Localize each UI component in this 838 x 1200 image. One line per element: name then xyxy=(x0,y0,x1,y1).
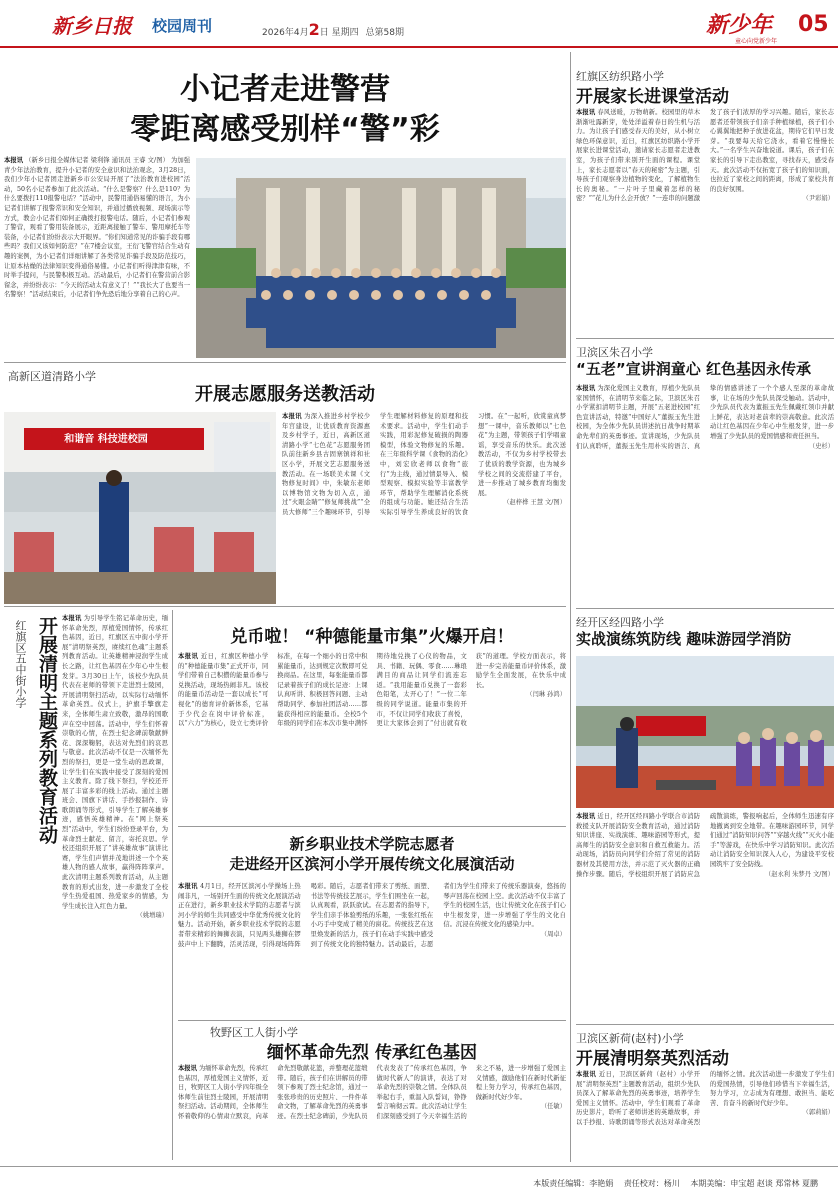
section-label: 校园周刊 xyxy=(152,17,213,35)
lead-title xyxy=(0,70,570,150)
fire-title: 实战演练筑防线 趣味游园学消防 xyxy=(576,630,792,648)
martyrs-title: 缅怀革命先烈 传承红色基因 xyxy=(267,1043,477,1063)
binhe-lead-label: 本报讯 xyxy=(576,1071,597,1078)
volunteer-byline: （赵梓桦 王慧 文/图） xyxy=(503,499,566,507)
divider-lead xyxy=(4,362,566,363)
page-number: 05 xyxy=(798,12,829,37)
wuhao-lead-label: 本报讯 xyxy=(576,385,596,392)
vocational-title xyxy=(178,834,566,874)
divider-parents xyxy=(576,338,834,339)
vocational-title-line1: 新乡职业技术学院志愿者 xyxy=(289,835,455,853)
lead-title-line2: 零距离感受别样“警”彩 xyxy=(130,112,440,147)
binhe-byline: （郭莉娟） xyxy=(802,1109,834,1117)
martyrs-body xyxy=(178,1064,566,1160)
vocational-title-line2: 走进经开区滨河小学开展传统文化展演活动 xyxy=(229,855,515,873)
column-divider xyxy=(570,52,571,1162)
header-rule xyxy=(0,46,838,48)
fire-body xyxy=(576,812,834,1020)
wuhao-kicker: 卫滨区朱召小学 xyxy=(576,346,653,359)
column-logo: 新少年 xyxy=(706,12,773,38)
volunteer-title: 开展志愿服务送教活动 xyxy=(195,384,375,405)
martyrs-kicker: 牧野区工人街小学 xyxy=(210,1026,298,1039)
fire-byline: （赵永利 朱梦丹 文/图） xyxy=(764,870,834,878)
wuhao-body xyxy=(576,384,834,604)
binhe-kicker: 卫滨区新荷(赵村)小学 xyxy=(576,1032,684,1045)
volunteer-kicker: 高新区道清路小学 xyxy=(8,370,96,383)
divider-fire xyxy=(576,1024,834,1025)
banner-text: 和谐音 科技进校园 xyxy=(64,434,148,444)
martyrs-text: 为缅怀革命先烈，传承红色基因，厚植爱国主义情怀，近日，牧野区工人街小学四年级全体师生前往烈士陵园，开展清明祭扫活动。活动期间，全体师生怀着敬仰的心情肃立默哀，向革命先烈敬献花篮，并整理花篮缎带。随后，孩子们在讲解员的带领下参观了烈士纪念馆，通过一张张珍贵的历史照片、一件件革命文物，了解革命先烈的英勇事迹。在烈士纪念碑前，少先队员代表发表了“传承红色基因，争做时代新人”的演讲，表达了对革命先烈的崇敬之情。全体队员举起右手，重温入队誓词，铮铮誓言响彻云霄。此次活动让学生们深刻感受到了今天幸福生活的来之不易，进一步增强了爱国主义情感，激励他们在新时代新征程上努力学习，传承红色基因，做新时代好少年。 xyxy=(178,1065,566,1120)
vocational-text: 4月1日，经开区滨河小学操场上热闹非凡，一场别开生面的传统文化展演活动正在进行，新乡职业技术学院的志愿者与滨河小学的师生共同感受中华优秀传统文化的魅力。活动开始，新乡职业技术学院的志愿者带来精彩的舞狮表演，只见两头雄狮在锣鼓声中上下翻腾，活灵活现，引得现场阵阵喝彩。随后，志愿者们带来了剪纸、面塑、书法等传统技艺展示，学生们围坐在一起，认真观看，跃跃欲试。在志愿者的指导下，学生们亲手体验剪纸的乐趣，一张张红纸在小巧手中变成了精美的窗花。传统技艺在这里焕发新的活力，孩子们在动手实践中感受到了传统文化的独特魅力。活动最后，志愿者们为学生们带来了传统乐器演奏，悠扬的琴声回荡在校园上空。此次活动不仅丰富了学生的校园生活，也让传统文化在孩子们心中生根发芽，进一步增强了学生的文化自信。沉浸在传统文化的感染力中。 xyxy=(178,883,566,948)
footer-rule xyxy=(0,1166,838,1167)
lead-text: 为加强青少年法治教育，提升小记者的安全意识和法治观念，3月28日，我们少年小记者团走进新乡市公安局开展了“法治教育进校园”活动，50名小记者参加了此次活动。“什么是警察？什么是110？为什么要拨打110报警电话？”活动中，民警用通俗易懂的语言，为小记者们讲解了报警常识和安全知识，并通过播放视频、现场演示等方式，教会小记者们如何正确拨打报警电话。随后，小记者们参观了警营，观看了警用装备展示，近距离接触了警车、警用摩托车等装备，小记者们纷纷表示大开眼界。“你们知道常见的诈骗手段有哪些吗？我们又该如何防范？”在7楼会议室，王衍飞警官结合生动有趣的案例，为小记者们详细讲解了各类常见诈骗手段及防范技巧，让原本枯燥的法律知识变得通俗易懂。小记者们听得津津有味，不时举手提问，与民警积极互动。活动最后，小记者们在警营前合影留念，并纷纷表示：“今天的活动太有意义了！”“我长大了也要当一名警察！”活动结束后，小记者们争先恐后地分享着自己的心声。 xyxy=(4,157,190,299)
police-photo-illustration xyxy=(196,158,566,358)
paper-logo: 新乡日报 xyxy=(52,14,132,38)
divider-vertical xyxy=(172,610,173,1160)
column-slogan: 童心向党新少年 xyxy=(735,38,778,45)
martyrs-lead-label: 本报讯 xyxy=(178,1065,197,1072)
vocational-byline: （周卓） xyxy=(540,930,566,938)
qingming-v-text: 为引导学生铭记革命历史，缅怀革命先烈，厚植爱国情怀，传承红色基因，近日，红旗区五中街小学开展“清明祭英烈，赓续红色魂”主题系列教育活动。让英雄精神浸润学生成长之路，让红色基因在少年心中生根发芽。3月30日上午，该校少先队员代表在老师的带领下走进烈士陵园，开展清明祭扫活动，以实际行动缅怀革命英烈。仪式上，护旗手擎旗走来，全体师生肃立致敬，激昂的国歌声在空中回荡。活动中，学生们怀着崇敬的心情，在烈士纪念碑前敬献鲜花、深深鞠躬，表达对先烈们的哀思与敬意。此次活动不仅是一次缅怀先烈的祭扫，更是一堂生动的思政课，让学生们在实践中接受了深刻的爱国主义教育。除了线下祭扫，学校还开展了丰富多彩的线上活动。通过主题班会、国旗下讲话、手抄报制作、诗歌朗诵等形式，引导学生了解英雄事迹，感悟英雄精神。在“网上祭英烈”活动中，学生们纷纷登录平台，为革命烈士献花、留言，寄托哀思。学校还组织开展了“讲英雄故事”演讲比赛，学生们声情并茂地讲述一个个英雄人物的感人故事，赢得阵阵掌声。此次清明主题系列教育活动，从主题教育的形式出发，进一步激发了全校学生热爱祖国、热爱家乡的情感，为学生成长注入红色力量。 xyxy=(62,615,168,910)
wuhao-byline: （史杉） xyxy=(808,442,834,450)
parents-byline: （尹彩娟） xyxy=(802,195,834,203)
divider-volunteer xyxy=(4,606,566,607)
coins-lead-label: 本报讯 xyxy=(178,653,199,660)
fire-kicker: 经开区经四路小学 xyxy=(576,616,664,629)
fire-drill-photo xyxy=(576,656,834,808)
divider-coins xyxy=(178,826,566,827)
coins-text: 近日，红旗区种德小学的“种德能量市集”正式开市，同学们带着自己积攒的能量币参与兑换活动，现场热闹非凡。该校的能量币活动是一套以成长“可视化”的德育评价新体系，它基于少代会在岗中评价标准，以“六力”为核心，设立七类评价标准，在每一个细小的日常中积累能量币，达到规定次数即可兑换商品。在这里，每张能量币都记录着孩子们的成长足迹：上课认真听讲、积极回答问题、主动帮助同学、参加社团活动……都能获得相应的能量币。全校5个年级的同学们在本次市集中满怀期待地兑换了心仪的物品，文具、书籍、玩偶、零食……琳琅满目的商品让同学们流连忘返。“我用能量币兑换了一套彩色铅笔，太开心了！”一位二年级的同学说道。能量市集的开市，不仅让同学们收获了喜悦，更让大家体会到了“付出就有收获”的道理。学校方面表示，将进一步完善能量币评价体系，激励学生全面发展，在快乐中成长。 xyxy=(178,653,566,728)
issue-number: 总第58期 xyxy=(365,28,404,38)
volunteer-lead-label: 本报讯 xyxy=(282,413,302,420)
qingming-v-byline: （姚增瑞） xyxy=(136,912,168,920)
coins-body xyxy=(178,652,566,822)
lead-byline: （新乡日报全媒体记者 梁利锋 通讯员 王睿 文/图） xyxy=(25,157,169,164)
vocational-lead-label: 本报讯 xyxy=(178,883,198,890)
date-day: 2 xyxy=(308,20,320,39)
footer-designers: 本期美编：申宝超 赵谈 郑常林 夏鹏 xyxy=(690,1179,818,1188)
qingming-vbody xyxy=(62,614,168,1154)
binhe-title: 开展清明祭英烈活动 xyxy=(576,1049,729,1069)
lead-body xyxy=(4,156,190,358)
date-prefix: 2026年4月 xyxy=(262,28,309,38)
wuhao-text: 为深化爱国主义教育，厚植少先队员家国情怀，在清明节来临之际，卫滨区朱召小学紧扣清明节主题，开展“五老进校园”红色宣讲活动，特邀“中国好人”董振玉先生进校园，为全体少先队员讲述抗日战争时期革命先辈们的英勇事迹。宣讲现场，少先队员们认真聆听，董振玉先生用朴实的语言、真挚的情感讲述了一个个感人至深的革命故事，让在场的少先队员深受触动。活动中，少先队员代表为董振玉先生佩戴红领巾并献上鲜花，表达对老前辈的崇高敬意。此次活动让红色基因在少年心中生根发芽，进一步增强了少先队员的爱国情感和责任担当。 xyxy=(576,385,834,450)
footer-editor: 本版责任编辑：李艳娟 xyxy=(533,1179,614,1188)
parents-lead-label: 本报讯 xyxy=(576,109,596,116)
fire-lead-label: 本报讯 xyxy=(576,813,596,820)
coins-title: 兑币啦！ “种德能量市集”火爆开启！ xyxy=(230,627,514,647)
wuhao-title: “五老”宣讲润童心 红色基因永传承 xyxy=(576,360,811,378)
coins-byline: （闫琳 孙鸿） xyxy=(526,691,566,699)
binhe-body xyxy=(576,1070,834,1160)
vocational-body xyxy=(178,882,566,1016)
volunteer-body xyxy=(282,412,566,602)
volunteer-text: 为深入推进乡村学校少年宫建设，让优质教育资源惠及乡村学子，近日，高新区道清路小学“七色花”志愿服务团队前往新乡县古固寨镇祥和社区小学，开展文艺志愿服务送教活动。在一场联美术课《文物修复时间》中，朱敏东老师以博物馆文物为切入点，通过“火眼金睛”“修复师挑战”“全员大修师”三个趣味环节，引导学生理解材料修复的原理和技术要求。活动中，学生们动手实践，用彩泥修复破损的陶器模型，体验文物修复的乐趣。在三年级科学课《食物的消化》中，刘宏欣老师以食物“旅行”为主线，通过情景导入、模型观察、模拟实验等丰富教学环节，帮助学生理解消化系统的组成与功能。她还结合生活实际引导学生养成良好的饮食习惯。在“一起听，欣赏童真梦想”一课中，音乐教师以“七色花”为主题，带领孩子们学唱童谣，享受音乐的快乐。此次送教活动，不仅为乡村学校带去了优质的教学资源，也为城乡学校之间的交流搭建了平台，进一步推动了城乡教育均衡发展。 xyxy=(282,413,566,516)
fire-photo-illustration xyxy=(576,656,834,808)
masthead xyxy=(0,0,838,46)
footer-credits xyxy=(0,1178,838,1189)
martyrs-byline: （任敏） xyxy=(540,1103,566,1111)
parents-text: 春风送暖，万物萌新。校园里的草木渐渐吐露新芽，处处洋溢着春日的生机与活力。为让孩子们感受春天的美好，从小树立绿色环保意识，近日，红旗区纺织路小学开展家长进课堂活动，邀请家长志愿者走进教室，为孩子们带来别开生面的课程。课堂上，家长志愿者以“春天的秘密”为主题，引导孩子们观察身边植物的变化，了解植物生长的奥秘。“一片叶子里藏着怎样的秘密？”“花儿为什么会开放？”一连串的问题激发了孩子们浓厚的学习兴趣。随后，家长志愿者还带领孩子们亲手种植绿植，孩子们小心翼翼地把种子放进花盆，期待它们早日发芽。“我要每天给它浇水，看着它慢慢长大。”一名学生兴奋地说道。课后，孩子们在家长的引导下走出教室，寻找春天，感受春天。此次活动不仅拓宽了孩子们的知识面，也拉近了家校之间的距离，形成了家校共育的良好氛围。 xyxy=(576,109,834,203)
divider-wuhao xyxy=(576,608,834,609)
issue-date xyxy=(262,20,404,39)
qingming-vkicker: 红旗区五中街小学 xyxy=(14,620,27,708)
fire-text: 近日，经开区经四路小学联合市消防救援支队开展消防安全教育活动，通过消防知识讲座、实战演练、趣味游园等形式，提高师生的消防安全意识和自救互救能力。活动现场，消防员向同学们介绍了常见的消防器材及其使用方法，并示范了灭火器的正确操作步骤。随后，学校组织开展了消防应急疏散演练，警报响起后，全体师生迅速有序地撤离到安全地带。在趣味游园环节，同学们通过“消防知识问答”“穿越火线”“灭火小能手”等游戏，在快乐中学习消防知识。此次活动让消防安全知识深入人心，为建设平安校园筑牢了安全防线。 xyxy=(576,813,834,878)
volunteer-banner xyxy=(26,430,186,444)
parents-title: 开展家长进课堂活动 xyxy=(576,87,729,107)
qingming-vbody-left xyxy=(4,876,60,1156)
police-group-photo xyxy=(196,158,566,358)
lead-label: 本报讯 xyxy=(4,157,24,164)
qingming-v-lead-label: 本报讯 xyxy=(62,615,82,622)
divider-vocational xyxy=(178,1020,566,1021)
qingming-vtitle: 开展清明主题系列教育活动 xyxy=(36,616,58,844)
lead-title-line1: 小记者走进警营 xyxy=(180,72,390,107)
parents-body xyxy=(576,108,834,334)
weekday: 日 星期四 xyxy=(319,28,359,38)
footer-checker: 责任校对：杨川 xyxy=(623,1179,680,1188)
binhe-text: 近日，卫滨区新荷（赵村）小学开展“清明祭英烈”主题教育活动，组织少先队员深入了解革命先烈的英勇事迹，培养学生爱国主义情怀。活动中，学生们观看了革命历史影片，聆听了老师讲述的英雄故事，并以手抄报、诗歌朗诵等形式表达对革命英烈的缅怀之情。此次活动进一步激发了学生们的爱国热情，引导他们珍惜当下幸福生活，努力学习，立志成为有理想、敢担当、能吃苦、肯奋斗的新时代好少年。 xyxy=(576,1071,834,1126)
parents-kicker: 红旗区纺织路小学 xyxy=(576,70,664,83)
